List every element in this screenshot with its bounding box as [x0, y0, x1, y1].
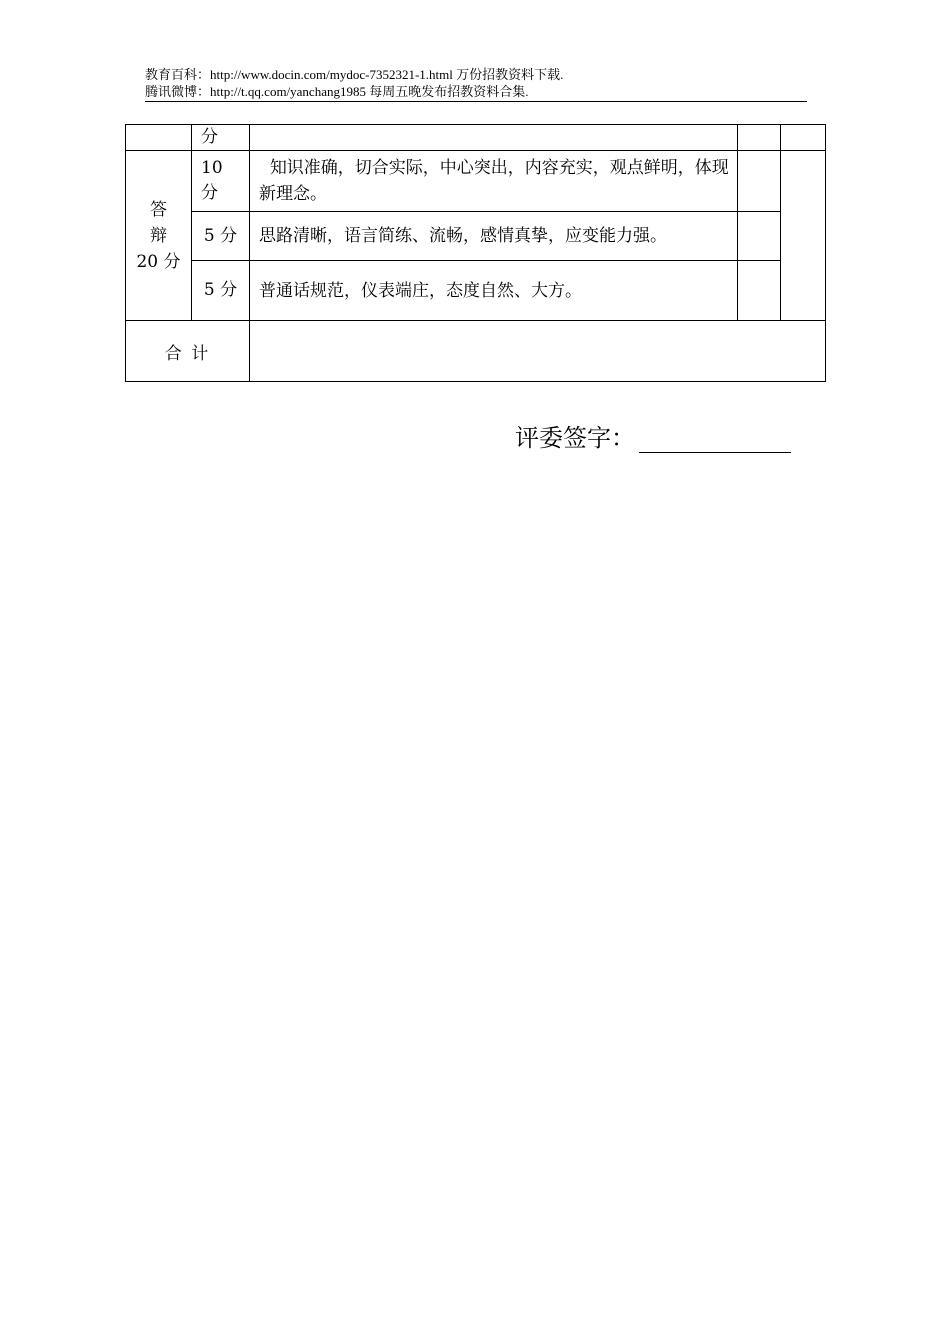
- score-cell: [738, 151, 781, 212]
- table-row: [126, 261, 826, 321]
- criteria-cell: 知识准确，切合实际，中心突出，内容充实，观点鲜明，体现新理念。: [250, 151, 738, 212]
- criteria-cell: 普通话规范，仪表端庄，态度自然、大方。: [250, 261, 738, 321]
- table-row: [126, 125, 826, 151]
- score-cell: [781, 151, 826, 321]
- section-title-line: 20 分: [136, 251, 181, 272]
- table-row: [126, 321, 826, 382]
- table-row: [126, 212, 826, 261]
- score-cell: [738, 212, 781, 261]
- signature-label: 评委签字：: [515, 424, 635, 452]
- section-title-cell: [126, 151, 192, 321]
- header-rule: [145, 101, 807, 102]
- table-cell: [126, 125, 192, 151]
- section-title-line: 辩: [150, 225, 167, 246]
- header-line-1: 教育百科：http://www.docin.com/mydoc-7352321-1.html 万份招教资料下载.: [145, 67, 564, 82]
- points-cell: 分: [192, 125, 250, 151]
- score-cell: [738, 125, 781, 151]
- points-cell: [192, 151, 250, 212]
- points-cell: 5 分: [192, 212, 250, 261]
- signature-line[interactable]: [639, 430, 791, 453]
- points-line: 10: [201, 158, 223, 178]
- section-title-line: 答: [150, 199, 167, 220]
- criteria-cell: 思路清晰，语言简练、流畅，感情真挚，应变能力强。: [250, 212, 738, 261]
- header-line-2: 腾讯微博：http://t.qq.com/yanchang1985 每周五晚发布招教资料合集.: [145, 84, 529, 99]
- total-value-cell: [250, 321, 826, 382]
- points-line: 分: [201, 183, 218, 203]
- points-cell: 5 分: [192, 261, 250, 321]
- page-header: [145, 66, 807, 100]
- judge-signature: [515, 418, 791, 453]
- score-cell: [738, 261, 781, 321]
- total-label-cell: 合 计: [126, 321, 250, 382]
- table-cell: [250, 125, 738, 151]
- scoring-table: [125, 124, 826, 382]
- table-row: [126, 151, 826, 212]
- score-cell: [781, 125, 826, 151]
